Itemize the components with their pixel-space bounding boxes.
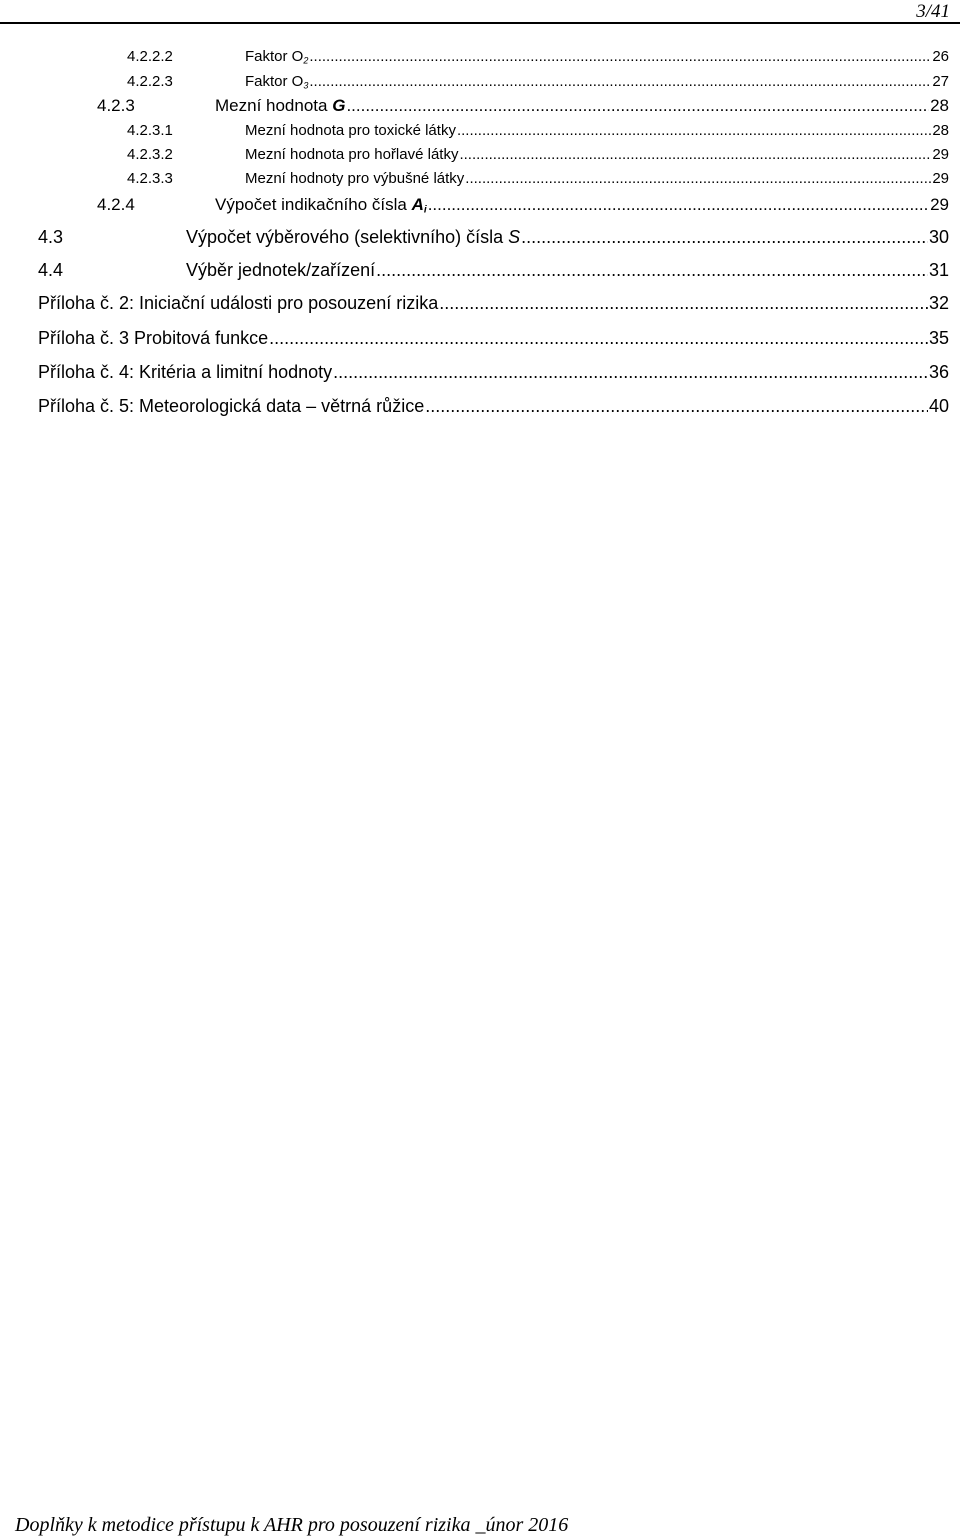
dot-leader [439,292,928,314]
toc-entry-priloha-3[interactable] [38,327,949,349]
toc-title: Faktor $O_3$ [245,73,309,91]
dot-leader [333,361,928,383]
toc-page-number: 36 [928,362,949,382]
dot-leader [465,170,931,188]
toc-title: Výpočet indikačního čísla $A_i$ [215,195,427,216]
toc-entry-priloha-5[interactable] [38,395,949,417]
toc-page-number: 27 [932,73,949,90]
toc-title: Výběr jednotek/zařízení [186,260,376,280]
toc-number: 4.2.3.3 [127,170,173,187]
header-divider [0,22,960,24]
toc-title: Příloha č. 5: Meteorologická data – větrná růžice [38,396,425,416]
toc-title: Příloha č. 3 Probitová funkce [38,328,269,348]
toc-title: Mezní hodnota pro toxické látky [245,122,456,139]
toc-title: Mezní hodnoty pro výbušné látky [245,170,465,187]
toc-title: Mezní hodnota G [215,96,346,115]
toc-entry-4-4[interactable] [38,259,949,281]
toc-entry-4-2-2-2[interactable] [127,48,949,66]
toc-title: Příloha č. 4: Kritéria a limitní hodnoty [38,362,333,382]
dot-leader [425,395,928,417]
toc-title: Výpočet výběrového (selektivního) čísla S [186,227,521,247]
toc-page-number: 30 [928,227,949,247]
toc-entry-4-2-3-2[interactable] [127,146,949,164]
toc-number: 4.2.3.1 [127,122,173,139]
dot-leader [309,73,931,91]
toc-title: Příloha č. 2: Iniciační události pro posouzení rizika [38,293,439,313]
toc-number: 4.2.4 [97,195,135,214]
toc-number: 4.2.2.2 [127,48,173,65]
toc-entry-4-2-4[interactable] [97,195,949,215]
dot-leader [457,122,931,140]
dot-leader [309,48,931,66]
toc-entry-4-3[interactable] [38,226,949,248]
dot-leader [428,195,929,215]
toc-entry-priloha-2[interactable] [38,292,949,314]
toc-entry-4-2-2-3[interactable] [127,73,949,91]
toc-number: 4.4 [38,260,64,280]
toc-entry-4-2-3-3[interactable] [127,170,949,188]
toc-title: Faktor $O_2$ [245,48,309,66]
toc-page-number: 29 [932,146,949,163]
toc-entry-priloha-4[interactable] [38,361,949,383]
toc-page-number: 31 [928,260,949,280]
toc-page-number: 28 [932,122,949,139]
toc-page-number: 26 [932,48,949,65]
dot-leader [269,327,928,349]
toc-page-number: 35 [928,328,949,348]
toc-page-number: 32 [928,293,949,313]
toc-page-number: 40 [928,396,949,416]
dot-leader [376,259,928,281]
document-footer: Doplňky k metodice přístupu k AHR pro posouzení rizika _únor 2016 [15,1514,569,1536]
toc-entry-4-2-3-1[interactable] [127,122,949,140]
page-number: 3/41 [916,1,950,22]
toc-number: 4.3 [38,227,64,247]
toc-number: 4.2.2.3 [127,73,173,90]
dot-leader [346,96,929,116]
toc-title: Mezní hodnota pro hořlavé látky [245,146,459,163]
toc-page-number: 28 [930,96,949,115]
dot-leader [459,146,931,164]
dot-leader [521,226,928,248]
toc-page-number: 29 [930,195,949,214]
toc-number: 4.2.3 [97,96,135,115]
toc-page-number: 29 [932,170,949,187]
toc-entry-4-2-3[interactable] [97,96,949,116]
toc-number: 4.2.3.2 [127,146,173,163]
